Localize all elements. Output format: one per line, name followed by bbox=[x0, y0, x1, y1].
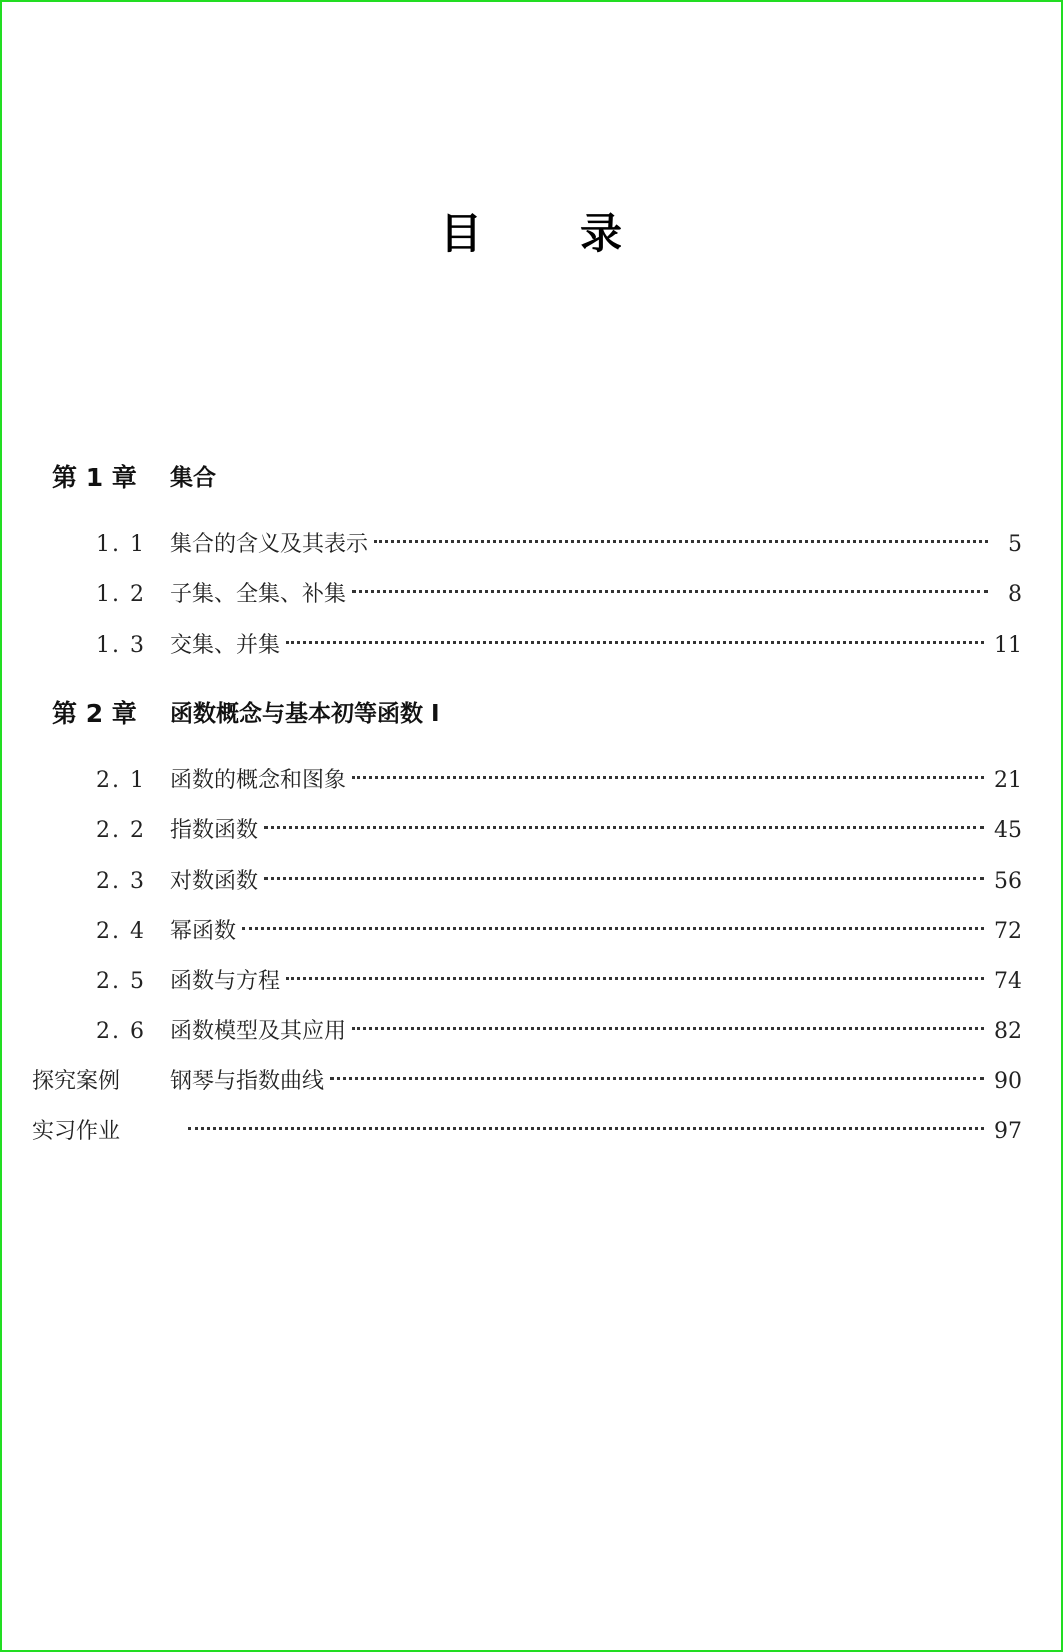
page-number: 56 bbox=[994, 869, 1022, 894]
page-number: 82 bbox=[994, 1019, 1022, 1044]
section-title: 函数模型及其应用 bbox=[170, 1019, 347, 1044]
dot-leader bbox=[374, 540, 988, 543]
page-number: 72 bbox=[994, 919, 1022, 944]
title-char-2: 录 bbox=[580, 209, 623, 258]
chapter-number: 第 1 章 bbox=[52, 463, 137, 492]
page-number: 90 bbox=[994, 1069, 1022, 1094]
page-number: 5 bbox=[1008, 532, 1022, 557]
section-number: 1. 3 bbox=[96, 633, 146, 658]
toc-entry-practice[interactable] bbox=[30, 1114, 1022, 1150]
section-title: 子集、全集、补集 bbox=[170, 582, 347, 607]
toc-entry-case-study[interactable] bbox=[30, 1064, 1022, 1100]
section-title: 对数函数 bbox=[170, 869, 259, 894]
toc-entry-2-4[interactable] bbox=[30, 914, 1022, 950]
section-title: 钢琴与指数曲线 bbox=[170, 1069, 325, 1094]
dot-leader bbox=[242, 927, 984, 930]
toc-entry-2-3[interactable] bbox=[30, 864, 1022, 900]
section-number: 1. 2 bbox=[96, 582, 146, 607]
section-title: 函数与方程 bbox=[170, 969, 281, 994]
chapter-title: 集合 bbox=[170, 465, 216, 491]
toc-entry-1-2[interactable] bbox=[30, 577, 1022, 613]
section-number: 1. 1 bbox=[96, 532, 146, 557]
dot-leader bbox=[264, 877, 984, 880]
chapter-heading-1[interactable] bbox=[52, 458, 1012, 498]
page-number: 8 bbox=[1008, 582, 1022, 607]
chapter-heading-2[interactable] bbox=[52, 694, 1012, 734]
section-number: 2. 6 bbox=[96, 1019, 146, 1044]
toc-entry-2-6[interactable] bbox=[30, 1014, 1022, 1050]
dot-leader bbox=[330, 1077, 984, 1080]
toc-entry-2-1[interactable] bbox=[30, 763, 1022, 799]
page-number: 97 bbox=[994, 1119, 1022, 1144]
chapter-number: 第 2 章 bbox=[52, 699, 137, 728]
toc-entry-2-5[interactable] bbox=[30, 964, 1022, 1000]
dot-leader bbox=[264, 826, 984, 829]
section-title: 幂函数 bbox=[170, 919, 237, 944]
dot-leader bbox=[352, 1027, 984, 1030]
page-number: 45 bbox=[994, 818, 1022, 843]
section-label: 实习作业 bbox=[32, 1119, 121, 1144]
dot-leader bbox=[352, 590, 988, 593]
dot-leader bbox=[188, 1127, 984, 1130]
dot-leader bbox=[286, 641, 984, 644]
section-title: 交集、并集 bbox=[170, 633, 281, 658]
section-title: 指数函数 bbox=[170, 818, 259, 843]
toc-entry-2-2[interactable] bbox=[30, 813, 1022, 849]
page-number: 74 bbox=[994, 969, 1022, 994]
title-char-1: 目 bbox=[440, 209, 483, 258]
section-number: 2. 5 bbox=[96, 969, 146, 994]
section-title: 集合的含义及其表示 bbox=[170, 532, 369, 557]
section-number: 2. 2 bbox=[96, 818, 146, 843]
section-number: 2. 4 bbox=[96, 919, 146, 944]
dot-leader bbox=[286, 977, 984, 980]
toc-entry-1-3[interactable] bbox=[30, 628, 1022, 664]
section-number: 2. 3 bbox=[96, 869, 146, 894]
page-number: 11 bbox=[994, 633, 1022, 658]
section-title: 函数的概念和图象 bbox=[170, 768, 347, 793]
section-number: 2. 1 bbox=[96, 768, 146, 793]
toc-entry-1-1[interactable] bbox=[30, 527, 1022, 563]
section-label: 探究案例 bbox=[32, 1069, 121, 1094]
dot-leader bbox=[352, 776, 984, 779]
page-number: 21 bbox=[994, 768, 1022, 793]
chapter-title: 函数概念与基本初等函数 I bbox=[170, 701, 440, 727]
